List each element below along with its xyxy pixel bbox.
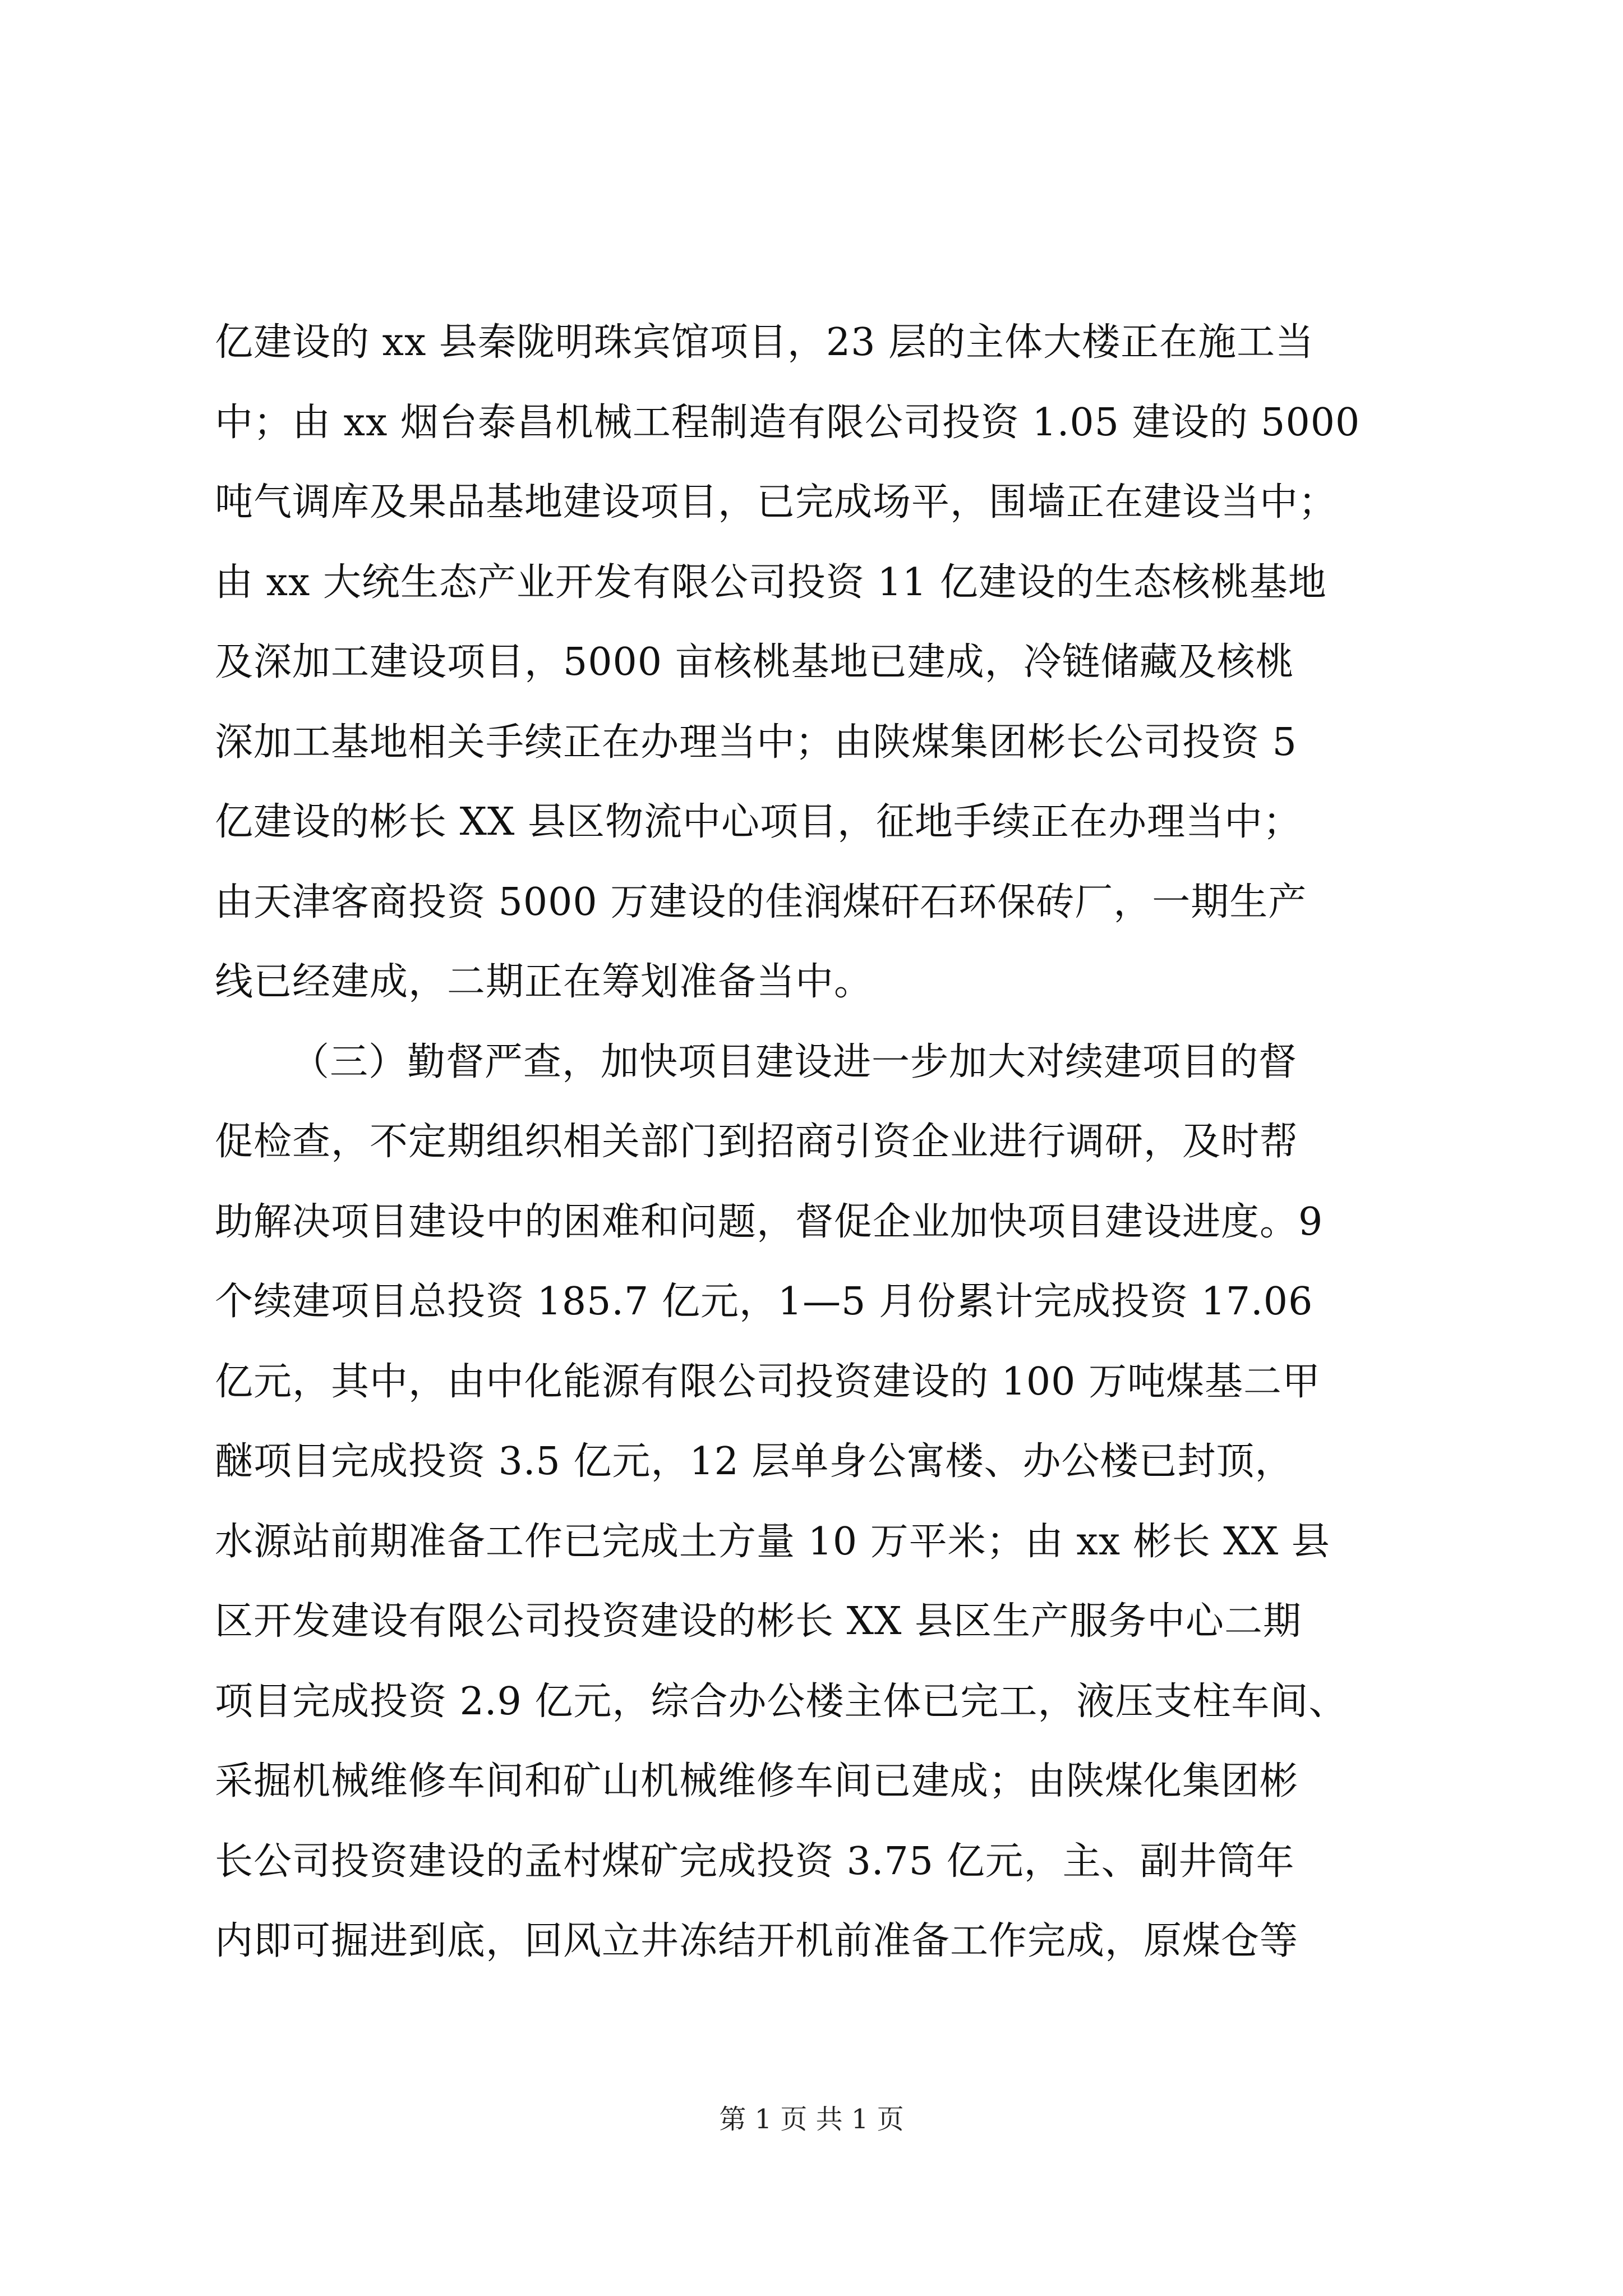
text-line: 项目完成投资 2.9 亿元，综合办公楼主体已完工，液压支柱车间、 [215,1679,1348,1724]
text-line: 吨气调库及果品基地建设项目，已完成场平，围墙正在建设当中； [215,480,1338,524]
text-line: 亿建设的 xx 县秦陇明珠宾馆项目，23 层的主体大楼正在施工当 [215,320,1315,365]
text-line: 采掘机械维修车间和矿山机械维修车间已建成；由陕煤化集团彬 [215,1759,1299,1803]
text-line: 促检查，不定期组织相关部门到招商引资企业进行调研，及时帮 [215,1120,1299,1164]
text-line: 醚项目完成投资 3.5 亿元，12 层单身公寓楼、办公楼已封顶， [215,1439,1294,1484]
text-line: 亿元，其中，由中化能源有限公司投资建设的 100 万吨煤基二甲 [215,1359,1321,1404]
text-line: 线已经建成，二期正在筹划准备当中。 [215,960,873,1004]
section-heading-line: （三）勤督严查，加快项目建设进一步加大对续建项目的督 [291,1039,1298,1084]
text-line: 区开发建设有限公司投资建设的彬长 XX 县区生产服务中心二期 [215,1599,1302,1644]
body-text [215,303,1465,1982]
text-line: 长公司投资建设的孟村煤矿完成投资 3.75 亿元，主、副井筒年 [215,1839,1295,1884]
text-line: 个续建项目总投资 185.7 亿元，1—5 月份累计完成投资 17.06 [215,1280,1313,1324]
text-line: 中；由 xx 烟台泰昌机械工程制造有限公司投资 1.05 建设的 5000 [215,400,1361,445]
text-line: 深加工基地相关手续正在办理当中；由陕煤集团彬长公司投资 5 [215,720,1297,765]
text-line: 及深加工建设项目，5000 亩核桃基地已建成，冷链储藏及核桃 [215,640,1294,684]
text-line: 内即可掘进到底，回风立井冻结开机前准备工作完成，原煤仓等 [215,1919,1299,1963]
text-line: 由 xx 大统生态产业开发有限公司投资 11 亿建设的生态核桃基地 [215,560,1327,605]
text-line: 助解决项目建设中的困难和问题，督促企业加快项目建设进度。9 [215,1199,1324,1244]
text-line: 由天津客商投资 5000 万建设的佳润煤矸石环保砖厂，一期生产 [215,880,1307,924]
text-line: 水源站前期准备工作已完成土方量 10 万平米；由 xx 彬长 XX 县 [215,1519,1330,1564]
page-number: 第 1 页 共 1 页 [719,2104,904,2135]
page-footer [0,2102,1623,2136]
text-line: 亿建设的彬长 XX 县区物流中心项目，征地手续正在办理当中； [215,800,1302,844]
